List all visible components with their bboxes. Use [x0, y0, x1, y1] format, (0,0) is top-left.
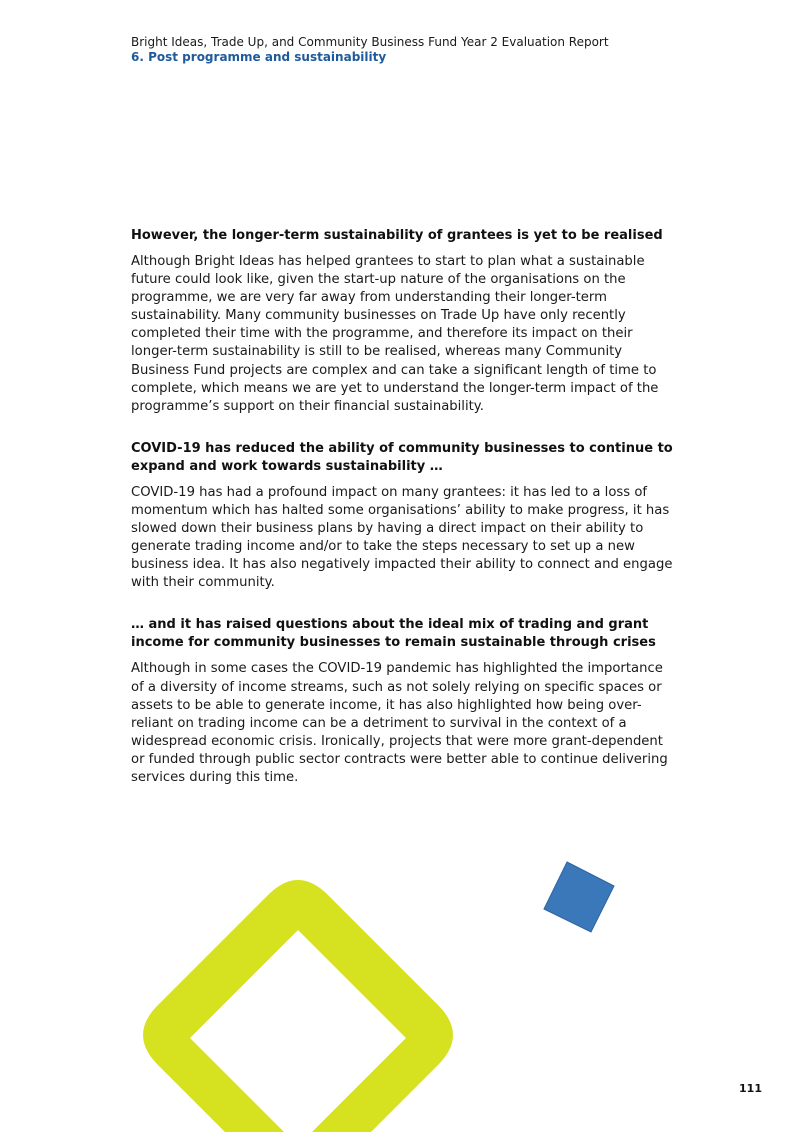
section-heading: … and it has raised questions about the ideal mix of trading and grant income for community businesses to remain sustainable through crises: [131, 617, 656, 651]
blue-square-shape: [544, 862, 614, 932]
lime-diamond-frame-shape: [143, 880, 453, 1132]
report-title: Bright Ideas, Trade Up, and Community Business Fund Year 2 Evaluation Report: [131, 35, 609, 49]
section-heading: However, the longer-term sustainability of grantees is yet to be realised: [131, 228, 663, 243]
section-title: 6. Post programme and sustainability: [131, 50, 387, 64]
section-body: Although Bright Ideas has helped grantees to start to plan what a sustainable future could look like, given the start-up nature of the organisations on the programme, we are very far away from understanding their longer-term sustainability. Many community businesses on Trade Up have only recently completed their time with the programme, and therefore its impact on their longer-term sustainability is still to be realised, whereas many Community Business Fund projects are complex and can take a significant length of time to complete, which means we are yet to understand the longer-term impact of the programme’s support on their financial sustainability.: [131, 254, 659, 414]
section-body: COVID-19 has had a profound impact on many grantees: it has led to a loss of momentum which has halted some organisations’ ability to make progress, it has slowed down their business plans by having a direct impact on their ability to generate trading income and/or to take the steps necessary to set up a new business idea. It has also negatively impacted their ability to connect and engage with their community.: [131, 484, 673, 591]
section-body: Although in some cases the COVID-19 pandemic has highlighted the importance of a diversity of income streams, such as not solely relying on specific spaces or assets to be able to generate income, it has also highlighted how being over-reliant on trading income can be a detriment to survival in the context of a widespread economic crisis. Ironically, projects that were more grant-dependent or funded through public sector contracts were better able to continue delivering services during this time.: [131, 661, 668, 785]
section-heading: COVID-19 has reduced the ability of community businesses to continue to expand and work towards sustainability …: [131, 440, 673, 474]
page-number: 111: [739, 1082, 762, 1095]
